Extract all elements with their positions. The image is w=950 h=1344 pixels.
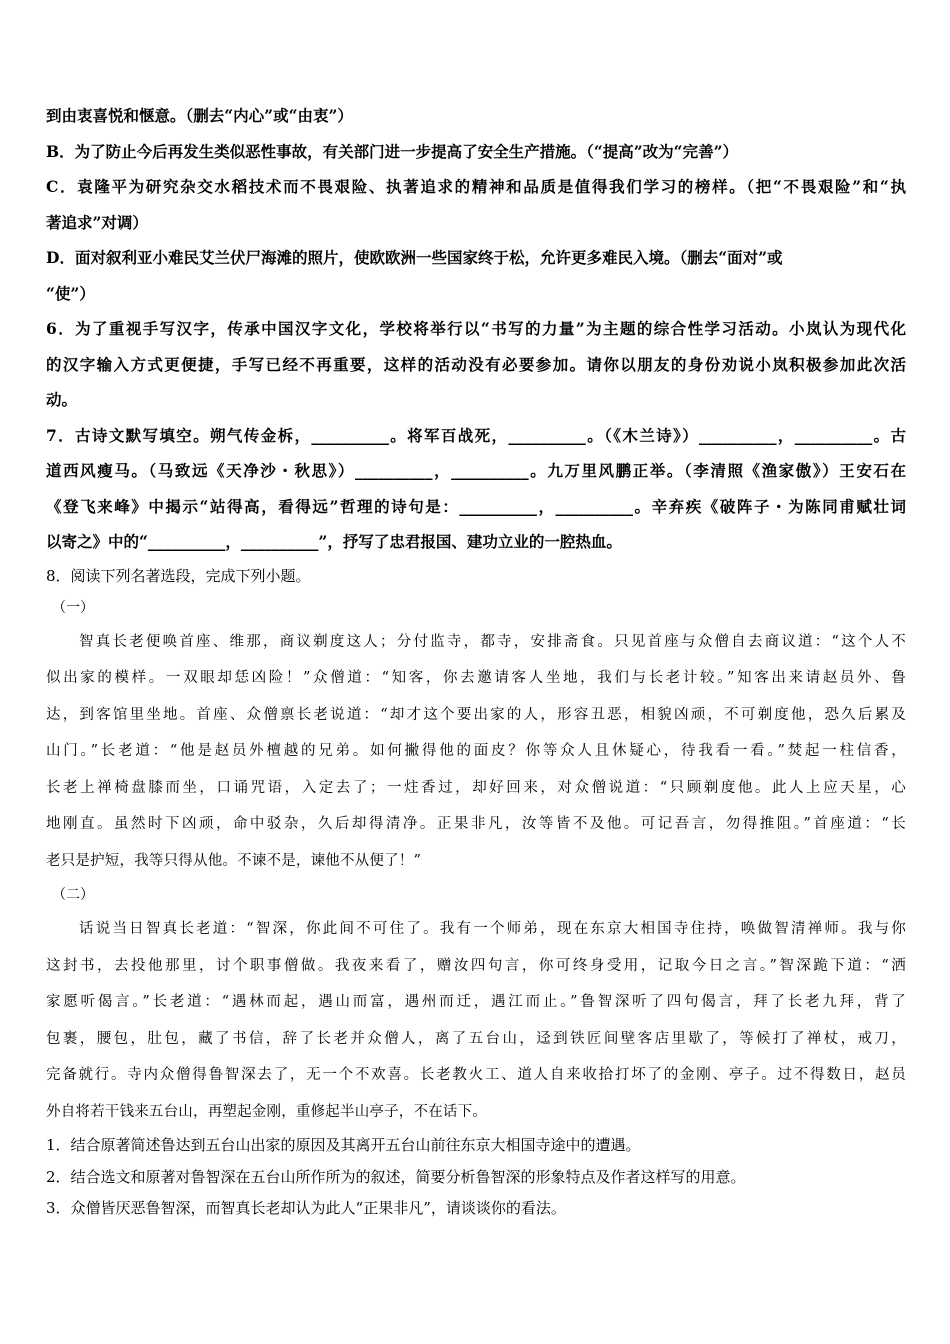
q8-subquestion-3: 3．众僧皆厌恶鲁智深，而智真长老却认为此人“正果非凡”，请谈谈你的看法。 [46, 1199, 566, 1217]
q6-line3: 动。 [46, 390, 78, 409]
q8-section-2-passage [46, 911, 906, 1130]
q5-continuation: 到由衷喜悦和惬意。（删去“内心”或“由衷”） [46, 106, 353, 125]
passage-line: 这封书，去投他那里，讨个职事僧做。我夜来看了，赠汝四句言，你可终身受用，记取今日之言。”智深跪下道：“洒 [46, 957, 906, 974]
document-body [46, 98, 906, 1225]
q5-option-b: B．为了防止今后再发生类似恶性事故，有关部门进一步提高了安全生产措施。（“提高”改为“完善”） [46, 141, 739, 161]
q5-option-d-line1: D．面对叙利亚小难民艾兰伏尸海滩的照片，使欧欧洲一些国家终于松，允许更多难民入境。（删去“面对”或 [46, 248, 783, 267]
q5-option-c-line2: 著追求”对调） [46, 212, 148, 232]
q8-section-1-passage [46, 624, 906, 880]
passage-line: 老只是护短，我等只得从他。不谏不是，谏他不从便了！” [46, 852, 422, 869]
passage-line: 包裹，腰包，肚包，藏了书信，辞了长老并众僧人，离了五台山，迳到铁匠间壁客店里歇了，等候打了禅杖，戒刀， [46, 1030, 906, 1047]
q7-line1: 7．古诗文默写填空。朔气传金柝，__________。将军百战死，__________。（《木兰诗》）__________，__________。古 [46, 425, 906, 445]
q6-line2: 的汉字输入方式更便捷，手写已经不再重要，这样的活动没有必要参加。请你以朋友的身份劝说小岚积极参加此次活 [46, 354, 906, 374]
q8-section-2-label: （二） [52, 887, 94, 903]
q7-line3: 《登飞来峰》中揭示“站得高，看得远”哲理的诗句是：__________，__________。辛弃疾《破阵子・为陈同甫赋壮词 [46, 496, 906, 516]
q8-subquestion-2: 2．结合选文和原著对鲁智深在五台山所作所为的叙述，简要分析鲁智深的形象特点及作者这样写的用意。 [46, 1167, 746, 1186]
q7-line4: 以寄之》中的“__________，__________”，抒写了忠君报国、建功立业的一腔热血。 [46, 532, 622, 551]
passage-line: 完备就行。寺内众僧得鲁智深去了，无一个不欢喜。长老教火工、道人自来收拾打坏了的金刚、亭子。过不得数日，赵员 [46, 1067, 906, 1083]
passage-line: 似出家的模样。一双眼却恁凶险！”众僧道：“知客，你去邀请客人坐地，我们与长老计较。”知客出来请赵员外、鲁 [46, 670, 906, 686]
passage-line: 家愿听偈言。”长老道：“遇林而起，遇山而富，遇州而迁，遇江而止。”鲁智深听了四句偈言，拜了长老九拜，背了 [46, 994, 906, 1010]
q5-option-d-line2: “使”） [46, 283, 95, 303]
q5-option-c-line1: C．袁隆平为研究杂交水稻技术而不畏艰险、执著追求的精神和品质是值得我们学习的榜样。（把“不畏艰险”和“执 [46, 177, 906, 196]
passage-line: 地刚直。虽然时下凶顽，命中驳杂，久后却得清净。正果非凡，汝等皆不及他。可记吾言，勿得推阻。”首座道：“长 [46, 816, 906, 832]
q8-subquestion-1: 1．结合原著简述鲁达到五台山出家的原因及其离开五台山前往东京大相国寺途中的遭遇。 [46, 1136, 641, 1154]
passage-line: 山门。”长老道：“他是赵员外檀越的兄弟。如何撇得他的面皮？你等众人且休疑心，待我看一看。”焚起一柱信香， [46, 743, 906, 759]
q8-intro: 8．阅读下列名著选段，完成下列小题。 [46, 566, 311, 585]
q7-line2: 道西风瘦马。（马致远《天净沙・秋思》）__________，__________。九万里风鹏正举。（李清照《渔家傲》）王安石在 [46, 461, 906, 480]
passage-line: 智真长老便唤首座、维那，商议剃度这人；分付监寺，都寺，安排斋食。只见首座与众僧自去商议道：“这个人不 [79, 633, 906, 650]
passage-line: 话说当日智真长老道：“智深，你此间不可住了。我有一个师弟，现在东京大相国寺住持，唤做智清禅师。我与你 [79, 921, 906, 937]
passage-line: 长老上禅椅盘膝而坐，口诵咒语，入定去了；一炷香过，却好回来，对众僧说道：“只顾剃度他。此人上应天星，心 [46, 779, 906, 796]
passage-line: 外自将若干钱来五台山，再塑起金刚，重修起半山亭子，不在话下。 [46, 1103, 487, 1120]
q8-section-1-label: （一） [52, 599, 94, 616]
q6-line1: 6．为了重视手写汉字，传承中国汉字文化，学校将举行以“书写的力量”为主题的综合性学习活动。小岚认为现代化 [46, 319, 906, 338]
passage-line: 达，到客馆里坐地。首座、众僧禀长老说道：“却才这个要出家的人，形容丑恶，相貌凶顽，不可剃度他，恐久后累及 [46, 706, 906, 723]
